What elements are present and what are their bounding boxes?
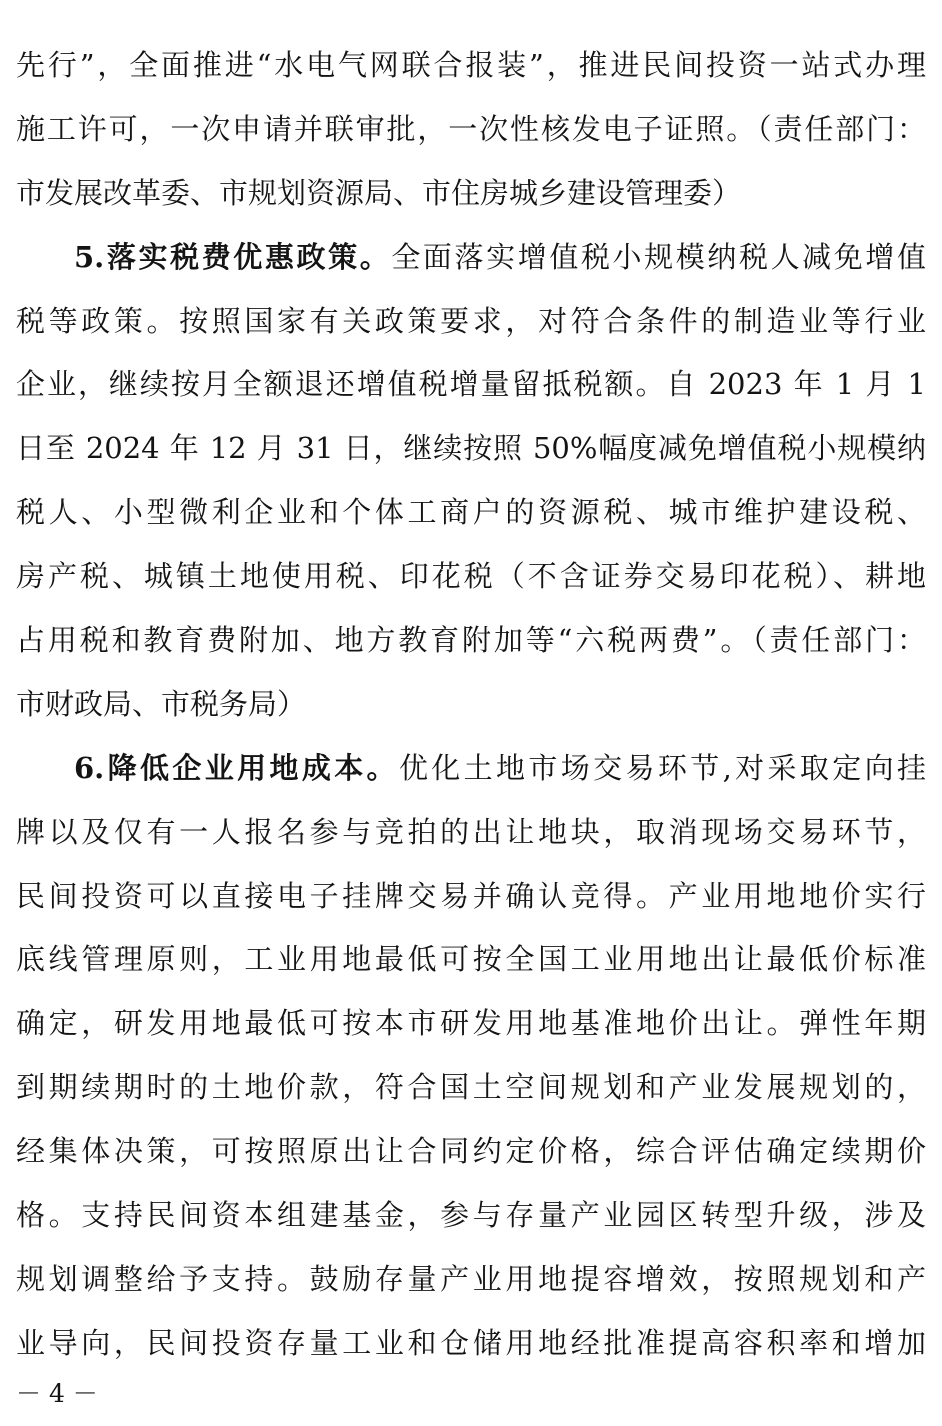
text-line: 企业，继续按月全额退还增值税增量留抵税额。自 2023 年 1 月 1	[16, 367, 926, 402]
text-line: 格。支持民间资本组建基金，参与存量产业园区转型升级，涉及	[16, 1198, 926, 1233]
text-line: 先行”，全面推进“水电气网联合报装”，推进民间投资一站式办理	[16, 48, 926, 82]
text-line: 底线管理原则，工业用地最低可按全国工业用地出让最低价标准	[16, 942, 926, 977]
section-heading-5: 5.落实税费优惠政策。	[74, 239, 392, 274]
text-line: 规划调整给予支持。鼓励存量产业用地提容增效，按照规划和产	[16, 1261, 926, 1296]
paragraph-6-first-line	[16, 737, 926, 801]
text-line: 占用税和教育费附加、地方教育附加等“六税两费”。（责任部门：	[16, 623, 926, 658]
text-line: 民间投资可以直接电子挂牌交易并确认竞得。产业用地地价实行	[16, 878, 926, 913]
text-line: 确定，研发用地最低可按本市研发用地基准地价出让。弹性年期	[16, 1006, 926, 1041]
paragraph-5-first-line	[16, 226, 926, 290]
text-line: 施工许可，一次申请并联审批，一次性核发电子证照。（责任部门：	[16, 111, 926, 146]
page-number: － 4 －	[16, 1379, 98, 1408]
body-text	[16, 34, 926, 1376]
text-line: 税等政策。按照国家有关政策要求，对符合条件的制造业等行业	[16, 303, 926, 338]
text-line: 市财政局、市税务局）	[16, 686, 307, 721]
text-segment: 优化土地市场交易环节,对采取定向挂	[398, 750, 926, 785]
text-segment: 全面落实增值税小规模纳税人减免增值	[391, 239, 926, 274]
text-line: 到期续期时的土地价款，符合国土空间规划和产业发展规划的，	[16, 1070, 926, 1105]
text-line: 房产税、城镇土地使用税、印花税（不含证券交易印花税）、耕地	[16, 559, 926, 594]
text-line: 市发展改革委、市规划资源局、市住房城乡建设管理委）	[16, 175, 742, 210]
text-line: 牌以及仅有一人报名参与竞拍的出让地块，取消现场交易环节，	[16, 814, 926, 849]
text-line: 税人、小型微利企业和个体工商户的资源税、城市维护建设税、	[16, 495, 926, 530]
text-line: 经集体决策，可按照原出让合同约定价格，综合评估确定续期价	[16, 1134, 926, 1169]
section-heading-6: 6.降低企业用地成本。	[74, 750, 399, 785]
text-line: 日至 2024 年 12 月 31 日，继续按照 50%幅度减免增值税小规模纳	[16, 431, 926, 466]
text-line: 业导向，民间投资存量工业和仓储用地经批准提高容积率和增加	[16, 1325, 926, 1360]
